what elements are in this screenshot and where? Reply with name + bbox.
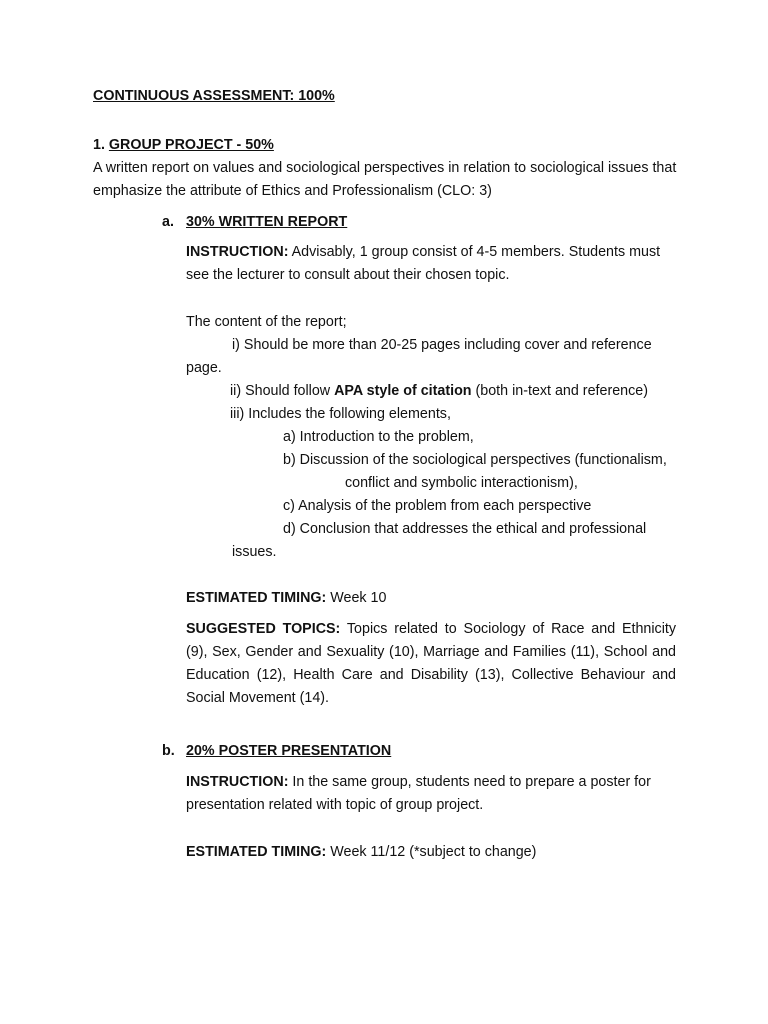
element-item: issues. [232, 544, 277, 560]
subsection-marker: b. [162, 743, 175, 759]
element-item: b) Discussion of the sociological perspectives (functionalism, [283, 452, 667, 468]
element-item: d) Conclusion that addresses the ethical and professional [283, 521, 647, 537]
subsection-marker: a. [162, 214, 174, 230]
apa-citation-emphasis: APA style of citation [334, 383, 472, 399]
timing-value: Week 10 [326, 590, 387, 606]
element-item: a) Introduction to the problem, [283, 429, 474, 445]
list-item-prefix: ii) Should follow [230, 383, 335, 399]
list-item: i) Should be more than 20-25 pages including cover and reference [232, 337, 652, 353]
instruction-text: Advisably, 1 group consist of 4-5 members. Students must [288, 244, 661, 260]
suggested-topics-line: Education (12), Health Care and Disability (13), Collective Behaviour and [186, 667, 676, 683]
instruction-line: see the lecturer to consult about their chosen topic. [186, 267, 510, 283]
instruction-text: In the same group, students need to prepare a poster for [288, 774, 651, 790]
instruction-line [186, 243, 660, 261]
group-project-heading [93, 136, 274, 154]
description-line: A written report on values and sociological perspectives in relation to sociological issues that [93, 160, 677, 176]
description-line: emphasize the attribute of Ethics and Professionalism (CLO: 3) [93, 183, 492, 199]
content-intro: The content of the report; [186, 314, 347, 330]
suggested-topics-line [186, 620, 676, 638]
poster-heading: 20% POSTER PRESENTATION [186, 743, 392, 759]
instruction-label: INSTRUCTION: [186, 244, 289, 260]
section-title: GROUP PROJECT - 50% [108, 137, 274, 153]
instruction-line: presentation related with topic of group project. [186, 797, 484, 813]
suggested-topics-line: (9), Sex, Gender and Sexuality (10), Marriage and Families (11), School and [186, 644, 676, 660]
list-item-suffix: (both in-text and reference) [471, 383, 648, 399]
element-item: conflict and symbolic interactionism), [345, 475, 578, 491]
page-title: CONTINUOUS ASSESSMENT: 100% [93, 88, 335, 104]
timing-label: ESTIMATED TIMING: [186, 590, 327, 606]
estimated-timing [186, 589, 386, 607]
list-item: iii) Includes the following elements, [230, 406, 451, 422]
timing-label: ESTIMATED TIMING: [186, 844, 327, 860]
topics-text: Topics related to Sociology of Race and Ethnicity [340, 621, 677, 637]
element-item: c) Analysis of the problem from each perspective [283, 498, 592, 514]
list-item [230, 382, 648, 400]
instruction-line [186, 773, 651, 791]
section-number: 1. [93, 137, 109, 153]
topics-label: SUGGESTED TOPICS: [186, 621, 341, 637]
timing-value: Week 11/12 (*subject to change) [326, 844, 537, 860]
list-item: page. [186, 360, 222, 376]
instruction-label: INSTRUCTION: [186, 774, 289, 790]
suggested-topics-line: Social Movement (14). [186, 690, 330, 706]
written-report-heading: 30% WRITTEN REPORT [186, 214, 348, 230]
estimated-timing [186, 843, 536, 861]
